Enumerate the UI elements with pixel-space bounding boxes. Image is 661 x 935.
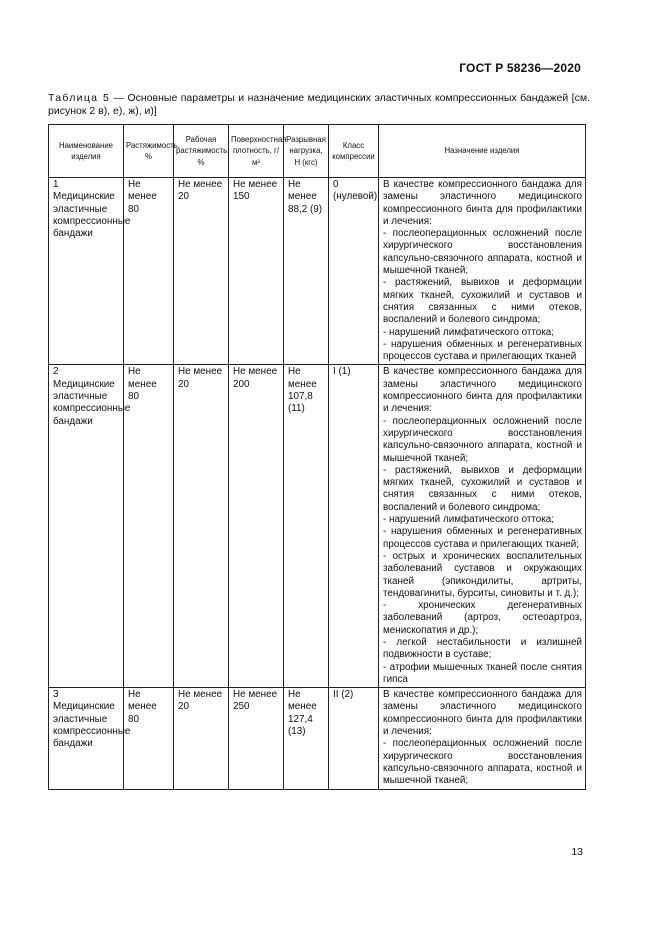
cell-stretch: Не менее 80 <box>124 365 174 688</box>
cell-compression-class: II (2) <box>329 688 379 789</box>
cell-compression-class: 0 (нулевой) <box>329 178 379 365</box>
cell-working-stretch: Не менее 20 <box>174 178 229 365</box>
cell-purpose <box>379 178 586 365</box>
purpose-line: В качестве компрессионного бандажа для замены эластичного медицинского компрессионного бинта для профилактики и лечения: <box>383 366 582 415</box>
cell-purpose <box>379 365 586 688</box>
table-caption-label: Таблица 5 <box>48 92 111 104</box>
page-number: 13 <box>571 846 583 858</box>
table-row <box>49 178 586 365</box>
document-code: ГОСТ Р 58236—2020 <box>459 61 581 75</box>
cell-purpose <box>379 688 586 789</box>
purpose-line: - растяжений, вывихов и деформации мягких тканей, сухожилий и суставов и снятия связанных с ними отеков, воспалений и болевого синдрома; <box>383 464 582 513</box>
header-name: Наименование изделия <box>49 125 124 178</box>
purpose-line: - острых и хронических воспалительных заболеваний суставов и окружающих тканей (эпикондилиты, артриты, тендовагиниты, бурситы, синовиты и т. д.); <box>383 550 582 599</box>
header-working-stretch: Рабочая растяжимость, % <box>174 125 229 178</box>
cell-name: 3 Медицинские эластичные компрессионные бандажи <box>49 688 124 789</box>
purpose-line: - хронических дегенеративных заболеваний (артроз, остеоартроз, менископатия и др.); <box>383 600 582 636</box>
purpose-line: - нарушений лимфатического оттока; <box>383 514 555 526</box>
cell-density: Не менее 250 <box>229 688 284 789</box>
purpose-line: - нарушения обменных и регенеративных процессов сустава и прилегающих тканей <box>383 338 582 363</box>
cell-density: Не менее 200 <box>229 365 284 688</box>
table-row <box>49 365 586 688</box>
table-caption-text: — Основные параметры и назначение медицинских эластичных компрессионных бандажей [см. рисунок 2 в), е), ж), и)] <box>48 92 590 117</box>
purpose-line: - послеоперационных осложнений после хирургического восстановления капсульно-связочного аппарата, костной и мышечной тканей; <box>383 415 582 464</box>
header-purpose: Назначение изделия <box>379 125 586 178</box>
cell-name: 1 Медицинские эластичные компрессионные бандажи <box>49 178 124 365</box>
purpose-line: - послеоперационных осложнений после хирургического восстановления капсульно-связочного аппарата, костной и мышечной тканей; <box>383 738 582 787</box>
purpose-line: - нарушений лимфатического оттока; <box>383 326 555 338</box>
purpose-line: - атрофии мышечных тканей после снятия гипса <box>383 661 582 685</box>
cell-stretch: Не менее 80 <box>124 688 174 789</box>
cell-breaking-load: Не менее 88,2 (9) <box>284 178 329 365</box>
cell-name: 2 Медицинские эластичные компрессионные бандажи <box>49 365 124 688</box>
header-stretch: Растяжимость, % <box>124 125 174 178</box>
purpose-line: В качестве компрессионного бандажа для замены эластичного медицинского компрессионного бинта для профилактики и лечения: <box>383 689 582 738</box>
cell-working-stretch: Не менее 20 <box>174 365 229 688</box>
purpose-line: - нарушения обменных и регенеративных процессов сустава и прилегающих тканей; <box>383 526 582 550</box>
cell-compression-class: I (1) <box>329 365 379 688</box>
parameters-table <box>48 124 586 790</box>
header-compression-class: Класс компрессии <box>329 125 379 178</box>
table-caption <box>48 92 590 118</box>
header-breaking-load: Разрывная нагрузка, Н (кгс) <box>284 125 329 178</box>
purpose-line: - легкой нестабильности и излишней подвижности в суставе; <box>383 636 582 661</box>
cell-breaking-load: Не менее 107,8 (11) <box>284 365 329 688</box>
cell-stretch: Не менее 80 <box>124 178 174 365</box>
table-header-row <box>49 125 586 178</box>
header-density: Поверхностная плотность, г/м² <box>229 125 284 178</box>
table-row <box>49 688 586 789</box>
purpose-line: - растяжений, вывихов и деформации мягких тканей, сухожилий и суставов и снятия связанных с ними отеков, воспалений и болевого синдрома; <box>383 277 582 326</box>
purpose-line: - послеоперационных осложнений после хирургического восстановления капсульно-связочного аппарата, костной и мышечной тканей; <box>383 228 582 277</box>
cell-working-stretch: Не менее 20 <box>174 688 229 789</box>
cell-density: Не менее 150 <box>229 178 284 365</box>
cell-breaking-load: Не менее 127,4 (13) <box>284 688 329 789</box>
purpose-line: В качестве компрессионного бандажа для замены эластичного медицинского компрессионного бинта для профилактики и лечения: <box>383 179 582 227</box>
